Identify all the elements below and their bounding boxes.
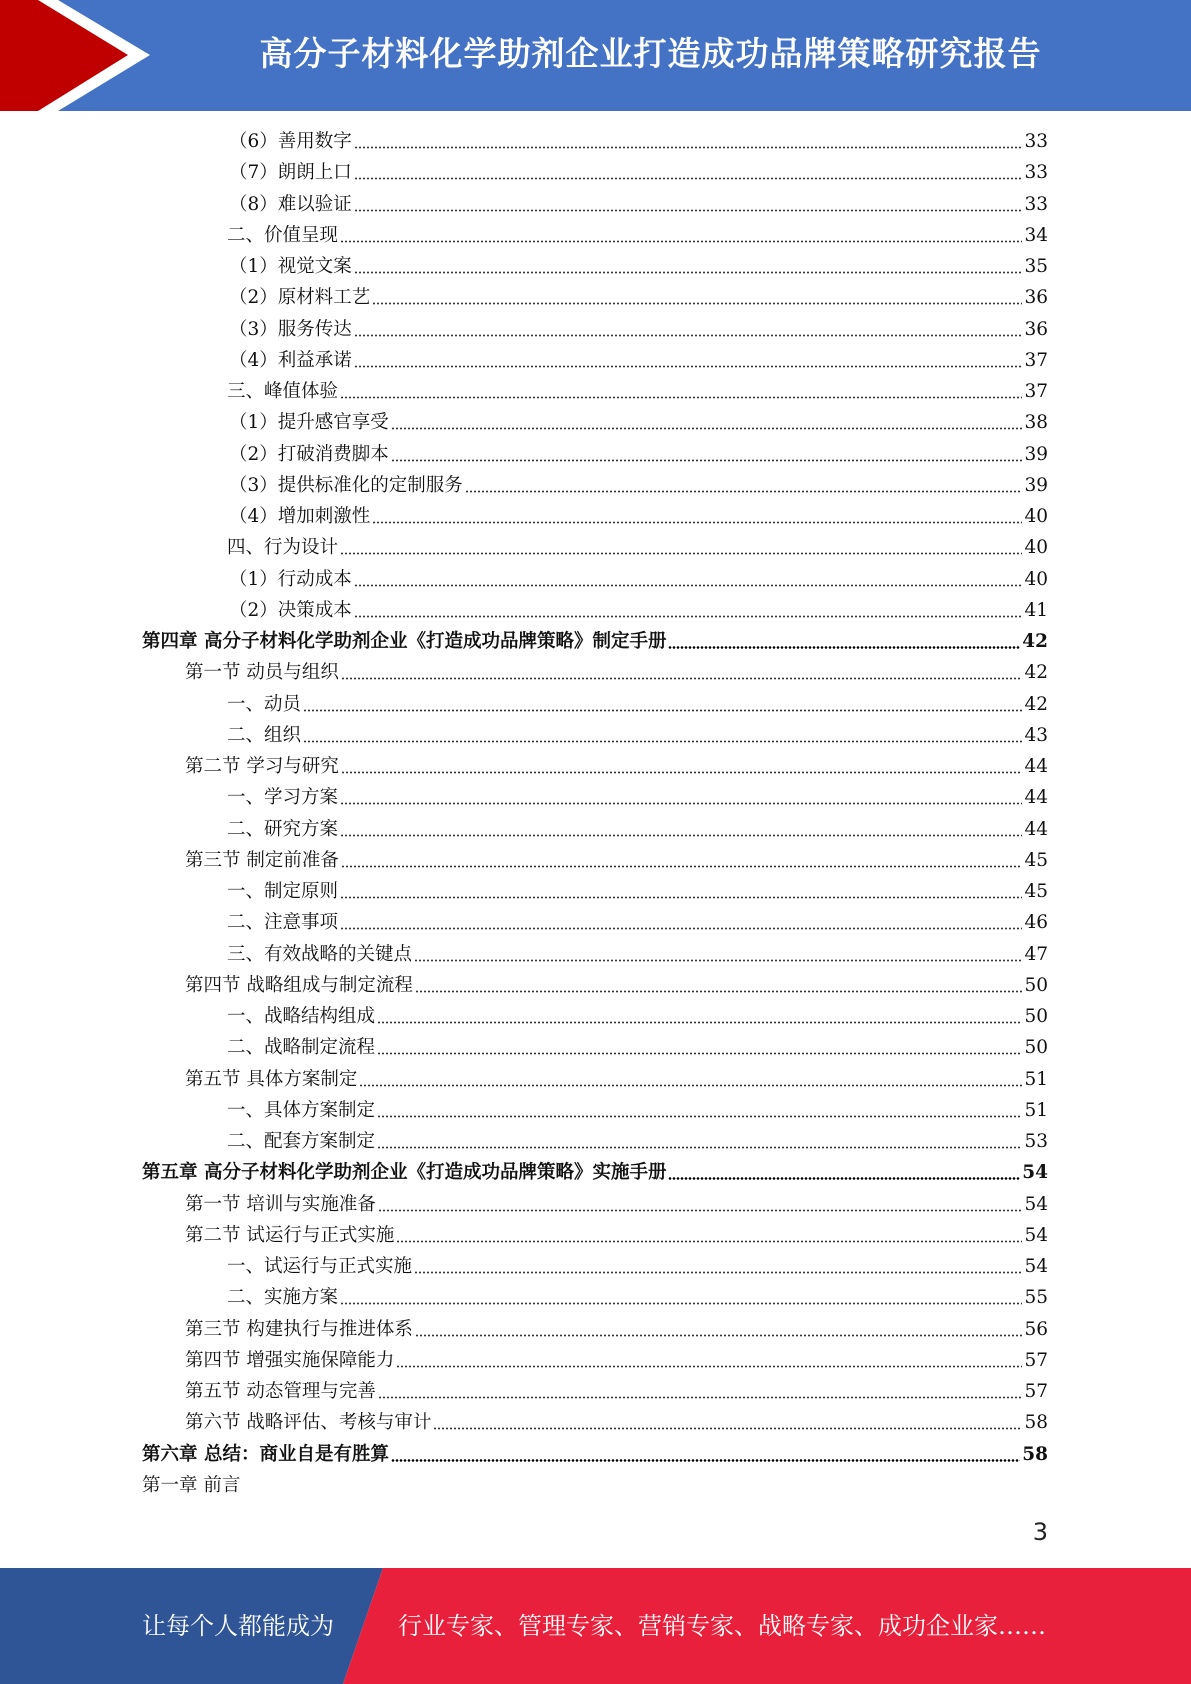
toc-entry-label: （2）打破消费脚本 — [229, 443, 389, 465]
toc-entry[interactable] — [229, 251, 1048, 282]
page-header — [0, 0, 1191, 111]
toc-entry-label: （8）难以验证 — [229, 193, 352, 215]
toc-entry[interactable] — [229, 345, 1048, 376]
toc-entry[interactable] — [185, 970, 1048, 1001]
toc-entry[interactable] — [227, 1126, 1048, 1157]
toc-entry[interactable] — [227, 720, 1048, 751]
toc-dot-leader — [465, 490, 1023, 493]
toc-entry-label: 第二节 试运行与正式实施 — [185, 1224, 395, 1246]
toc-entry[interactable] — [227, 376, 1048, 407]
toc-dot-leader — [341, 865, 1023, 868]
toc-entry[interactable] — [227, 1032, 1048, 1063]
toc-dot-leader — [341, 677, 1023, 680]
toc-entry-page: 54 — [1024, 1193, 1048, 1215]
toc-entry-label: 第四章 高分子材料化学助剂企业《打造成功品牌策略》制定手册 — [142, 631, 667, 653]
toc-entry-label: 二、配套方案制定 — [227, 1131, 376, 1153]
toc-entry[interactable] — [229, 439, 1048, 470]
toc-entry-label: 第一章 前言 — [142, 1474, 241, 1496]
toc-entry-label: 第四节 战略组成与制定流程 — [185, 974, 413, 996]
toc-entry-label: （4）增加刺激性 — [229, 506, 371, 528]
page-footer — [0, 1568, 1191, 1684]
toc-entry-page: 37 — [1024, 381, 1048, 403]
toc-entry-page: 58 — [1024, 1412, 1048, 1434]
toc-entry[interactable] — [229, 564, 1048, 595]
toc-entry[interactable] — [185, 1376, 1048, 1407]
toc-entry-label: 第一节 培训与实施准备 — [185, 1193, 376, 1215]
toc-entry-label: 一、动员 — [227, 693, 302, 715]
toc-entry[interactable] — [229, 595, 1048, 626]
toc-dot-leader — [340, 396, 1022, 399]
toc-entry-page: 44 — [1024, 756, 1048, 778]
toc-entry-label: 一、战略结构组成 — [227, 1006, 376, 1028]
toc-entry[interactable] — [229, 314, 1048, 345]
toc-entry-label: （6）善用数字 — [229, 131, 352, 153]
toc-entry-page: 54 — [1024, 1224, 1048, 1246]
toc-dot-leader — [372, 302, 1022, 305]
toc-dot-leader — [668, 1177, 1020, 1180]
toc-dot-leader — [354, 334, 1023, 337]
toc-entry-label: 三、有效战略的关键点 — [227, 943, 413, 965]
toc-entry[interactable] — [185, 1064, 1048, 1095]
toc-entry[interactable] — [227, 939, 1048, 970]
toc-entry[interactable] — [185, 1345, 1048, 1376]
toc-entry-page: 58 — [1022, 1443, 1048, 1465]
toc-dot-leader — [340, 552, 1022, 555]
toc-dot-leader — [354, 584, 1023, 587]
toc-entry[interactable] — [227, 814, 1048, 845]
toc-dot-leader — [391, 1459, 1020, 1462]
toc-dot-leader — [354, 177, 1023, 180]
toc-dot-leader — [340, 927, 1022, 930]
toc-entry-page: 41 — [1024, 599, 1048, 621]
toc-entry-page: 42 — [1024, 693, 1048, 715]
toc-entry-label: 二、研究方案 — [227, 818, 339, 840]
toc-entry-page: 57 — [1024, 1349, 1048, 1371]
footer-slogan-left: 让每个人都能成为 — [142, 1612, 334, 1640]
toc-entry-page: 50 — [1024, 1006, 1048, 1028]
toc-dot-leader — [377, 1146, 1022, 1149]
toc-entry-page: 34 — [1024, 224, 1048, 246]
toc-entry-label: 二、注意事项 — [227, 912, 339, 934]
toc-entry[interactable] — [227, 689, 1048, 720]
toc-dot-leader — [377, 1052, 1022, 1055]
toc-entry[interactable] — [185, 1314, 1048, 1345]
toc-entry-label: 二、实施方案 — [227, 1287, 339, 1309]
toc-entry[interactable] — [229, 189, 1048, 220]
toc-entry[interactable] — [227, 1251, 1048, 1282]
toc-entry-label: 第四节 增强实施保障能力 — [185, 1349, 395, 1371]
toc-entry[interactable] — [227, 782, 1048, 813]
toc-entry-label: （4）利益承诺 — [229, 349, 352, 371]
toc-entry-label: 一、试运行与正式实施 — [227, 1256, 413, 1278]
toc-entry-page: 40 — [1024, 568, 1048, 590]
toc-entry[interactable] — [185, 845, 1048, 876]
toc-entry[interactable] — [142, 626, 1048, 657]
toc-entry[interactable] — [142, 1157, 1048, 1188]
toc-entry-page: 35 — [1024, 256, 1048, 278]
toc-dot-leader — [396, 1240, 1022, 1243]
toc-entry-label: 一、制定原则 — [227, 881, 339, 903]
toc-entry-label: 第六节 战略评估、考核与审计 — [185, 1412, 432, 1434]
toc-entry-label: 第三节 制定前准备 — [185, 849, 339, 871]
toc-dot-leader — [354, 146, 1023, 149]
toc-entry-label: 一、学习方案 — [227, 787, 339, 809]
toc-entry-label: 第六章 总结：商业自是有胜算 — [142, 1443, 389, 1465]
toc-dot-leader — [377, 1115, 1022, 1118]
toc-entry-label: （7）朗朗上口 — [229, 162, 352, 184]
toc-entry[interactable] — [185, 751, 1048, 782]
toc-entry-page: 39 — [1024, 443, 1048, 465]
page-number: 3 — [1032, 1518, 1048, 1546]
toc-entry-page: 54 — [1022, 1162, 1048, 1184]
toc-entry-page: 56 — [1024, 1318, 1048, 1340]
toc-entry[interactable] — [229, 470, 1048, 501]
toc-entry-page: 46 — [1024, 912, 1048, 934]
toc-entry[interactable] — [227, 532, 1048, 563]
toc-entry-page: 37 — [1024, 349, 1048, 371]
toc-entry-page: 57 — [1024, 1381, 1048, 1403]
toc-entry-label: （1）行动成本 — [229, 568, 352, 590]
toc-dot-leader — [433, 1427, 1022, 1430]
toc-dot-leader — [340, 1302, 1022, 1305]
toc-entry-page: 42 — [1022, 631, 1048, 653]
toc-entry[interactable] — [142, 1470, 1048, 1501]
toc-entry[interactable] — [142, 1439, 1048, 1470]
toc-entry-page: 36 — [1024, 287, 1048, 309]
toc-entry-page: 43 — [1024, 724, 1048, 746]
toc-entry-label: 四、行为设计 — [227, 537, 339, 559]
toc-dot-leader — [396, 1365, 1022, 1368]
toc-dot-leader — [378, 1209, 1023, 1212]
toc-entry-page: 38 — [1024, 412, 1048, 434]
toc-dot-leader — [340, 834, 1022, 837]
toc-dot-leader — [668, 646, 1020, 649]
toc-dot-leader — [372, 521, 1022, 524]
toc-entry-label: 第一节 动员与组织 — [185, 662, 339, 684]
toc-entry-label: 第二节 学习与研究 — [185, 756, 339, 778]
toc-entry-label: 一、具体方案制定 — [227, 1099, 376, 1121]
toc-entry-page: 44 — [1024, 818, 1048, 840]
toc-dot-leader — [341, 771, 1023, 774]
footer-slogan-right: 行业专家、管理专家、营销专家、战略专家、成功企业家…… — [398, 1612, 1046, 1640]
toc-entry-page: 55 — [1024, 1287, 1048, 1309]
toc-dot-leader — [359, 1084, 1022, 1087]
toc-entry[interactable] — [227, 876, 1048, 907]
toc-entry-page: 50 — [1024, 974, 1048, 996]
toc-entry[interactable] — [229, 157, 1048, 188]
toc-entry-page: 33 — [1024, 162, 1048, 184]
toc-entry-page: 47 — [1024, 943, 1048, 965]
toc-dot-leader — [303, 709, 1022, 712]
toc-entry-label: 二、价值呈现 — [227, 224, 339, 246]
toc-dot-leader — [415, 990, 1023, 993]
toc-entry-label: 三、峰值体验 — [227, 381, 339, 403]
toc-entry-page: 51 — [1024, 1099, 1048, 1121]
toc-entry-label: 第三节 构建执行与推进体系 — [185, 1318, 413, 1340]
toc-entry[interactable] — [185, 1407, 1048, 1438]
toc-entry[interactable] — [229, 407, 1048, 438]
toc-entry-page: 36 — [1024, 318, 1048, 340]
toc-entry-page: 50 — [1024, 1037, 1048, 1059]
toc-entry-label: 第五节 动态管理与完善 — [185, 1381, 376, 1403]
toc-entry-label: 第五节 具体方案制定 — [185, 1068, 358, 1090]
toc-entry-page: 33 — [1024, 193, 1048, 215]
toc-dot-leader — [340, 802, 1022, 805]
toc-entry[interactable] — [229, 282, 1048, 313]
toc-entry[interactable] — [185, 1220, 1048, 1251]
toc-dot-leader — [340, 240, 1022, 243]
toc-entry-page: 45 — [1024, 849, 1048, 871]
toc-dot-leader — [391, 427, 1023, 430]
toc-entry-label: 第五章 高分子材料化学助剂企业《打造成功品牌策略》实施手册 — [142, 1162, 667, 1184]
toc-entry-page: 54 — [1024, 1256, 1048, 1278]
toc-dot-leader — [354, 209, 1023, 212]
toc-entry[interactable] — [227, 220, 1048, 251]
toc-entry-page: 51 — [1024, 1068, 1048, 1090]
toc-entry-page: 39 — [1024, 474, 1048, 496]
toc-entry[interactable] — [227, 907, 1048, 938]
toc-entry-page: 33 — [1024, 131, 1048, 153]
toc-entry[interactable] — [229, 126, 1048, 157]
toc-entry-page: 53 — [1024, 1131, 1048, 1153]
toc-entry[interactable] — [227, 1282, 1048, 1313]
toc-entry-label: （1）提升感官享受 — [229, 412, 389, 434]
toc-entry-page: 42 — [1024, 662, 1048, 684]
toc-entry-label: 二、组织 — [227, 724, 302, 746]
toc-dot-leader — [391, 459, 1023, 462]
toc-entry[interactable] — [185, 657, 1048, 688]
toc-entry[interactable] — [227, 1095, 1048, 1126]
toc-entry-label: （2）原材料工艺 — [229, 287, 371, 309]
toc-dot-leader — [354, 615, 1023, 618]
toc-entry[interactable] — [227, 1001, 1048, 1032]
toc-dot-leader — [414, 1271, 1022, 1274]
toc-entry-page: 45 — [1024, 881, 1048, 903]
toc-entry[interactable] — [185, 1189, 1048, 1220]
toc-entry-label: （3）服务传达 — [229, 318, 352, 340]
toc-dot-leader — [303, 740, 1022, 743]
toc-entry[interactable] — [229, 501, 1048, 532]
report-title: 高分子材料化学助剂企业打造成功品牌策略研究报告 — [259, 34, 1042, 73]
toc-entry-page: 40 — [1024, 537, 1048, 559]
toc-entry-label: （2）决策成本 — [229, 599, 352, 621]
toc-dot-leader — [415, 1334, 1023, 1337]
toc-entry-label: 二、战略制定流程 — [227, 1037, 376, 1059]
toc-dot-leader — [340, 896, 1022, 899]
toc-entry-label: （3）提供标准化的定制服务 — [229, 474, 463, 496]
toc-dot-leader — [378, 1396, 1023, 1399]
toc-dot-leader — [414, 959, 1022, 962]
toc-dot-leader — [377, 1021, 1022, 1024]
toc-entry-page: 44 — [1024, 787, 1048, 809]
toc-dot-leader — [354, 365, 1023, 368]
toc-dot-leader — [354, 271, 1023, 274]
toc-entry-page: 40 — [1024, 506, 1048, 528]
toc-entry-label: （1）视觉文案 — [229, 256, 352, 278]
